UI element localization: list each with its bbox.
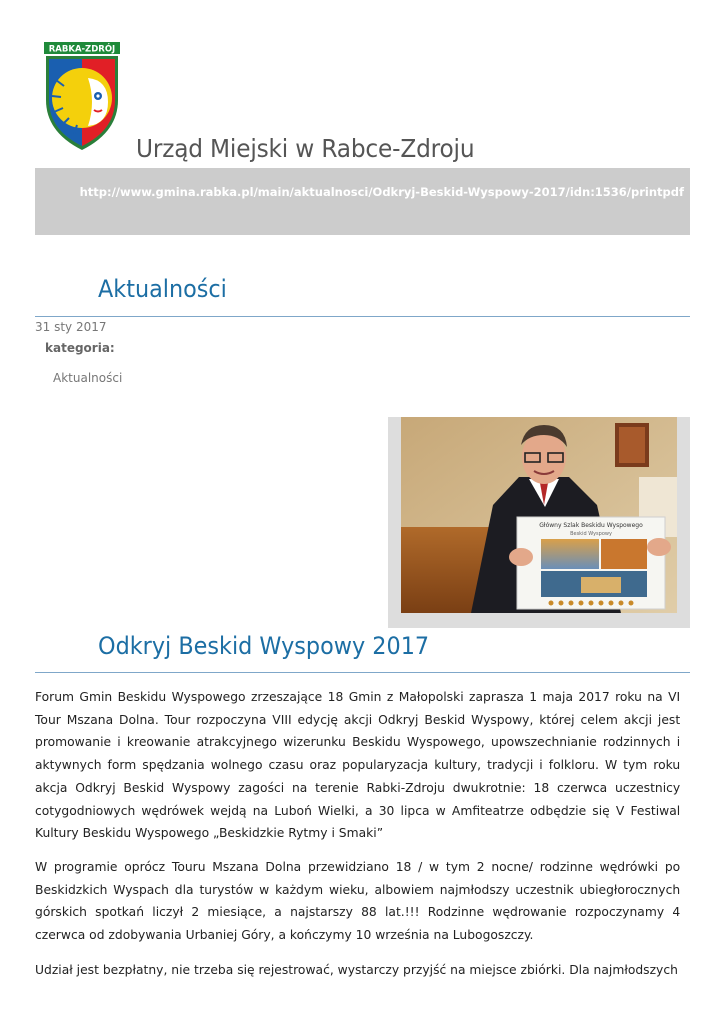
section-divider xyxy=(35,316,690,317)
poster-title: Główny Szlak Beskidu Wyspowego xyxy=(539,522,643,529)
site-title: Urząd Miejski w Rabce-Zdroju xyxy=(136,134,475,163)
rabka-zdroj-coat-of-arms-logo xyxy=(42,40,122,152)
print-url-bar xyxy=(35,168,690,235)
article-photo-frame xyxy=(388,417,690,628)
poster-subtitle: Beskid Wyspowy xyxy=(570,531,612,537)
article-title-divider xyxy=(35,672,690,673)
category-value[interactable]: Aktualności xyxy=(53,371,123,385)
section-title: Aktualności xyxy=(98,275,227,303)
article-date: 31 sty 2017 xyxy=(35,320,107,334)
article-paragraph-3: Udział jest bezpłatny, nie trzeba się rejestrować, wystarczy przyjść na miejsce zbiórki. Dla najmłodszych xyxy=(35,962,678,977)
article-paragraph-2: W programie oprócz Touru Mszana Dolna przewidziano 18 / w tym 2 nocne/ rodzinne wędrówki po Beskidzkich Wyspach dla turystów w każdym wieku, albowiem najmłodszy uczestnik ubiegłorocznych górskich spotkań liczył 2 miesiące, a najstarszy 88 lat.!!! Rodzinne wędrowanie rozpoczynamy 4 czerwca od zdobywania Urbaniej Góry, a kończymy 10 września na Lubogoszczy. xyxy=(35,859,681,943)
category-label: kategoria: xyxy=(45,341,115,355)
svg-text:RABKA-ZDRÓJ: RABKA-ZDRÓJ xyxy=(48,44,116,55)
article-paragraph-1: Forum Gmin Beskidu Wyspowego zrzeszające 18 Gmin z Małopolski zaprasza 1 maja 2017 roku na VI Tour Mszana Dolna. Tour rozpoczyna VIII edycję akcji Odkryj Beskid Wyspowy, której celem akcji jest promowanie i kreowanie atrakcyjnego wizerunku Beskidu Wyspowego, upowszechnianie rodzinnych i aktywnych form spędzania wolnego czasu oraz popularyzacja kultury, tradycji i folkloru. W tym roku akcja Odkryj Beskid Wyspowy zagości na terenie Rabki-Zdroju dwukrotnie: 18 czerwca uczestnicy cotygodniowych wędrówek wejdą na Luboń Wielki, a 30 lipca w Amfiteatrze odbędzie się V Festiwal Kultury Beskidu Wyspowego „Beskidzkie Rytmy i Smaki” xyxy=(35,689,681,841)
article-photo xyxy=(401,417,677,613)
print-url-link[interactable]: http://www.gmina.rabka.pl/main/aktualnosci/Odkryj-Beskid-Wyspowy-2017/idn:1536/printpdf xyxy=(79,185,684,199)
article-title: Odkryj Beskid Wyspowy 2017 xyxy=(98,632,430,660)
